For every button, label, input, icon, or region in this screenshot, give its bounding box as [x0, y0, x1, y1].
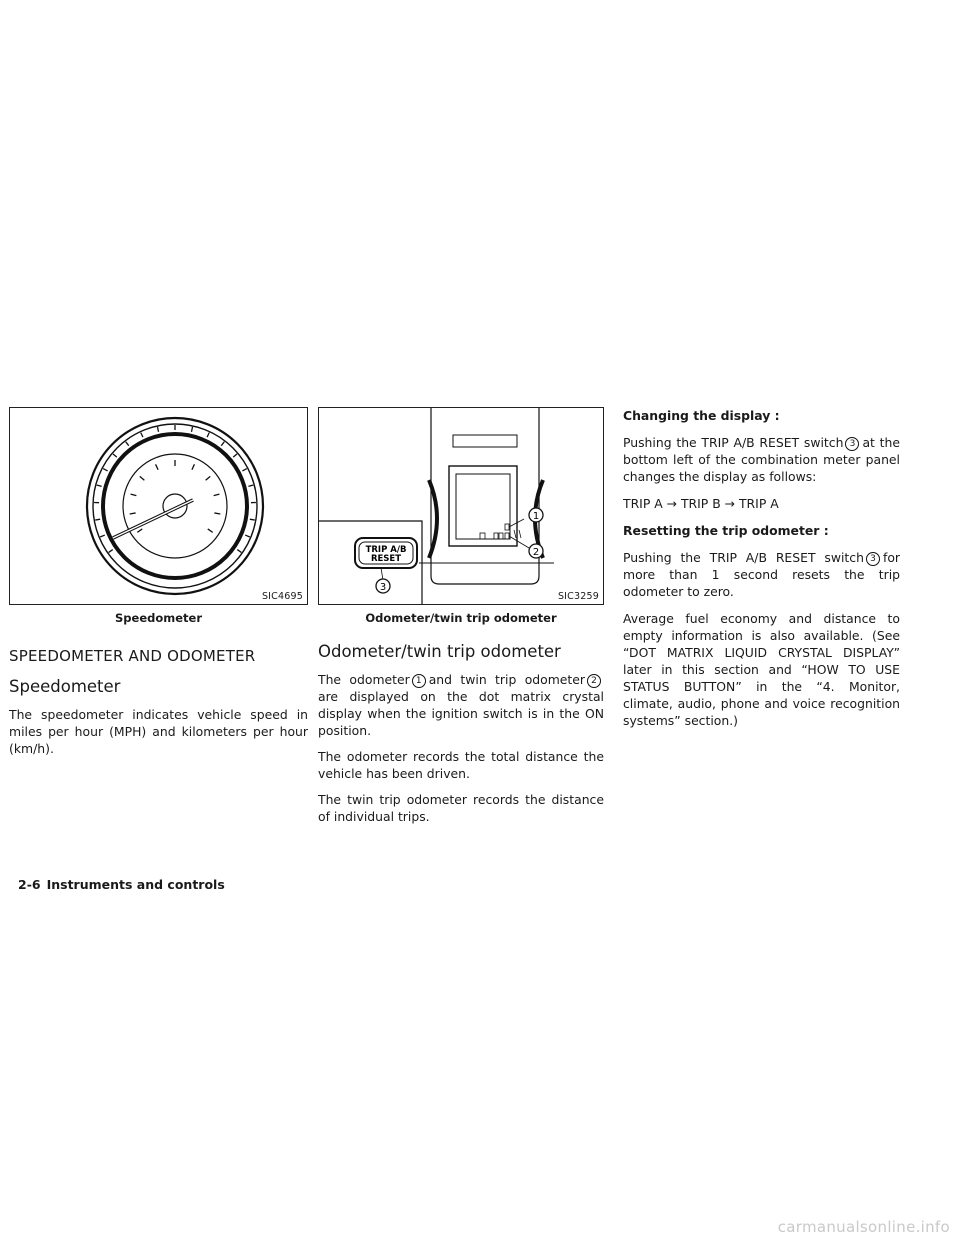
- odometer-illustration: [319, 408, 604, 604]
- speedometer-illustration: [10, 408, 308, 604]
- paragraph: The odometer records the total distance the vehicle has been driven.: [318, 749, 604, 781]
- callout-3: 3: [379, 582, 387, 593]
- callout-ref-3: 3: [866, 552, 880, 566]
- paragraph-sequence: TRIP A → TRIP B → TRIP A: [623, 496, 779, 511]
- callout-1: 1: [532, 511, 540, 522]
- figure-caption: Speedometer: [115, 611, 202, 625]
- paragraph: Pushing the TRIP A/B RESET switch 3 at the bottom left of the combination meter panel changes the display as follows:: [623, 435, 900, 484]
- page-footer: [18, 877, 225, 892]
- section-heading: SPEEDOMETER AND ODOMETER: [9, 647, 256, 665]
- speedometer-figure: [9, 407, 308, 605]
- page-number: 2-6: [18, 877, 41, 892]
- subheading-speedometer: Speedometer: [9, 677, 121, 696]
- heading-resetting-trip: Resetting the trip odometer :: [623, 523, 829, 538]
- paragraph: The odometer 1 and twin trip odometer 2are displayed on the dot matrix crystal display when the ignition switch is in the ON position.: [318, 672, 604, 738]
- button-label-line2: RESET: [370, 554, 402, 564]
- callout-2: 2: [532, 547, 540, 558]
- paragraph: Pushing the TRIP A/B RESET switch 3 for more than 1 second resets the trip odometer to zero.: [623, 550, 900, 599]
- callout-ref-2: 2: [587, 674, 601, 688]
- callout-ref-1: 1: [412, 674, 426, 688]
- figure-caption: Odometer/twin trip odometer: [365, 611, 557, 625]
- column-odometer: [318, 407, 604, 825]
- figure-code: SIC4695: [261, 591, 303, 602]
- heading-changing-display: Changing the display :: [623, 408, 780, 423]
- subheading-odometer: Odometer/twin trip odometer: [318, 642, 561, 661]
- button-label-line1: TRIP A/B: [365, 545, 407, 555]
- paragraph: The twin trip odometer records the distance of individual trips.: [318, 792, 604, 824]
- chapter-title: Instruments and controls: [46, 877, 225, 892]
- callout-ref-3: 3: [845, 437, 859, 451]
- watermark: carmanualsonline.info: [777, 1218, 950, 1236]
- paragraph: Average fuel economy and distance to empty information is also available. (See “DOT MATRIX LIQUID CRYSTAL DISPLAY” later in this section and “HOW TO USE STATUS BUTTON” in the “4. Monitor, climate, audio, phone and voice recognition systems” section.): [623, 611, 900, 728]
- paragraph: The speedometer indicates vehicle speed in miles per hour (MPH) and kilometers per hour (km/h).: [9, 707, 308, 756]
- column-speedometer: [9, 407, 308, 757]
- odometer-figure: [318, 407, 604, 605]
- column-display-controls: [623, 407, 900, 729]
- figure-code: SIC3259: [557, 591, 599, 602]
